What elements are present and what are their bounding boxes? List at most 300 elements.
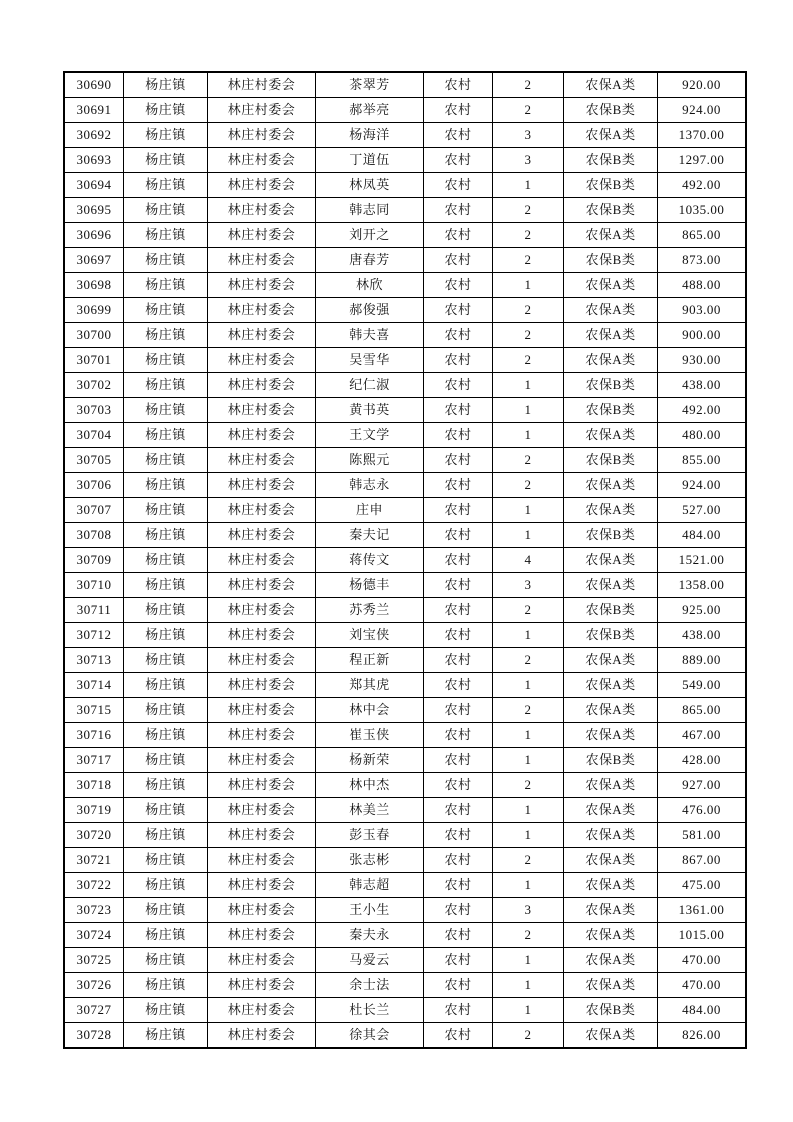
cell-person-name: 王文学: [316, 423, 424, 448]
cell-town: 杨庄镇: [124, 348, 208, 373]
cell-amount: 925.00: [658, 598, 747, 623]
cell-village-committee: 林庄村委会: [208, 848, 316, 873]
cell-village-committee: 林庄村委会: [208, 748, 316, 773]
cell-residence-type: 农村: [424, 973, 493, 998]
cell-person-name: 林中会: [316, 698, 424, 723]
cell-person-count: 2: [493, 323, 564, 348]
cell-record-id: 30691: [64, 98, 124, 123]
cell-town: 杨庄镇: [124, 973, 208, 998]
cell-amount: 492.00: [658, 173, 747, 198]
cell-person-name: 林中杰: [316, 773, 424, 798]
cell-record-id: 30716: [64, 723, 124, 748]
cell-amount: 484.00: [658, 523, 747, 548]
cell-person-count: 2: [493, 923, 564, 948]
cell-residence-type: 农村: [424, 598, 493, 623]
cell-person-name: 杜长兰: [316, 998, 424, 1023]
cell-amount: 581.00: [658, 823, 747, 848]
cell-amount: 1297.00: [658, 148, 747, 173]
table-row: [64, 648, 746, 673]
cell-insurance-category: 农保A类: [564, 873, 658, 898]
cell-insurance-category: 农保A类: [564, 1023, 658, 1049]
table-row: [64, 823, 746, 848]
cell-town: 杨庄镇: [124, 923, 208, 948]
cell-record-id: 30720: [64, 823, 124, 848]
cell-person-name: 茶翠芳: [316, 72, 424, 98]
table-row: [64, 923, 746, 948]
cell-record-id: 30711: [64, 598, 124, 623]
cell-amount: 927.00: [658, 773, 747, 798]
cell-town: 杨庄镇: [124, 673, 208, 698]
cell-insurance-category: 农保A类: [564, 273, 658, 298]
cell-amount: 889.00: [658, 648, 747, 673]
cell-record-id: 30726: [64, 973, 124, 998]
table-row: [64, 273, 746, 298]
cell-person-name: 余士法: [316, 973, 424, 998]
cell-record-id: 30690: [64, 72, 124, 98]
cell-amount: 1521.00: [658, 548, 747, 573]
cell-town: 杨庄镇: [124, 523, 208, 548]
cell-town: 杨庄镇: [124, 223, 208, 248]
cell-residence-type: 农村: [424, 773, 493, 798]
cell-residence-type: 农村: [424, 298, 493, 323]
cell-village-committee: 林庄村委会: [208, 298, 316, 323]
table-row: [64, 548, 746, 573]
cell-record-id: 30723: [64, 898, 124, 923]
cell-residence-type: 农村: [424, 673, 493, 698]
cell-village-committee: 林庄村委会: [208, 148, 316, 173]
cell-residence-type: 农村: [424, 748, 493, 773]
cell-insurance-category: 农保A类: [564, 898, 658, 923]
cell-person-count: 1: [493, 973, 564, 998]
cell-person-count: 3: [493, 123, 564, 148]
cell-village-committee: 林庄村委会: [208, 373, 316, 398]
table-row: [64, 948, 746, 973]
cell-residence-type: 农村: [424, 1023, 493, 1049]
cell-insurance-category: 农保A类: [564, 773, 658, 798]
cell-insurance-category: 农保A类: [564, 498, 658, 523]
cell-record-id: 30713: [64, 648, 124, 673]
table-row: [64, 198, 746, 223]
cell-insurance-category: 农保A类: [564, 673, 658, 698]
cell-amount: 488.00: [658, 273, 747, 298]
cell-person-name: 苏秀兰: [316, 598, 424, 623]
table-body: [64, 72, 746, 1048]
cell-town: 杨庄镇: [124, 72, 208, 98]
cell-person-count: 2: [493, 298, 564, 323]
cell-village-committee: 林庄村委会: [208, 648, 316, 673]
cell-person-count: 1: [493, 398, 564, 423]
cell-person-name: 崔玉侠: [316, 723, 424, 748]
cell-person-count: 1: [493, 823, 564, 848]
cell-insurance-category: 农保A类: [564, 72, 658, 98]
cell-town: 杨庄镇: [124, 473, 208, 498]
cell-village-committee: 林庄村委会: [208, 72, 316, 98]
cell-village-committee: 林庄村委会: [208, 98, 316, 123]
cell-residence-type: 农村: [424, 498, 493, 523]
cell-town: 杨庄镇: [124, 848, 208, 873]
cell-town: 杨庄镇: [124, 748, 208, 773]
cell-person-count: 2: [493, 848, 564, 873]
cell-insurance-category: 农保B类: [564, 373, 658, 398]
cell-insurance-category: 农保B类: [564, 398, 658, 423]
table-row: [64, 298, 746, 323]
cell-town: 杨庄镇: [124, 498, 208, 523]
cell-person-count: 1: [493, 748, 564, 773]
cell-village-committee: 林庄村委会: [208, 523, 316, 548]
cell-record-id: 30708: [64, 523, 124, 548]
cell-person-name: 杨德丰: [316, 573, 424, 598]
cell-record-id: 30693: [64, 148, 124, 173]
cell-insurance-category: 农保B类: [564, 748, 658, 773]
cell-person-name: 郝俊强: [316, 298, 424, 323]
cell-town: 杨庄镇: [124, 123, 208, 148]
cell-residence-type: 农村: [424, 223, 493, 248]
cell-person-name: 张志彬: [316, 848, 424, 873]
cell-person-count: 1: [493, 173, 564, 198]
cell-person-count: 1: [493, 623, 564, 648]
table-row: [64, 323, 746, 348]
cell-amount: 438.00: [658, 373, 747, 398]
cell-town: 杨庄镇: [124, 598, 208, 623]
cell-residence-type: 农村: [424, 948, 493, 973]
cell-amount: 900.00: [658, 323, 747, 348]
cell-residence-type: 农村: [424, 373, 493, 398]
cell-insurance-category: 农保A类: [564, 423, 658, 448]
cell-record-id: 30704: [64, 423, 124, 448]
cell-insurance-category: 农保A类: [564, 323, 658, 348]
cell-person-name: 吴雪华: [316, 348, 424, 373]
cell-insurance-category: 农保A类: [564, 123, 658, 148]
cell-amount: 873.00: [658, 248, 747, 273]
cell-person-name: 韩志同: [316, 198, 424, 223]
cell-person-count: 1: [493, 673, 564, 698]
table-row: [64, 473, 746, 498]
cell-residence-type: 农村: [424, 448, 493, 473]
cell-amount: 865.00: [658, 698, 747, 723]
cell-residence-type: 农村: [424, 548, 493, 573]
cell-person-name: 秦夫永: [316, 923, 424, 948]
cell-residence-type: 农村: [424, 423, 493, 448]
table-row: [64, 1023, 746, 1049]
cell-village-committee: 林庄村委会: [208, 423, 316, 448]
cell-village-committee: 林庄村委会: [208, 623, 316, 648]
cell-record-id: 30709: [64, 548, 124, 573]
cell-town: 杨庄镇: [124, 398, 208, 423]
cell-town: 杨庄镇: [124, 798, 208, 823]
cell-town: 杨庄镇: [124, 623, 208, 648]
cell-insurance-category: 农保A类: [564, 723, 658, 748]
cell-amount: 855.00: [658, 448, 747, 473]
cell-insurance-category: 农保A类: [564, 223, 658, 248]
table-row: [64, 798, 746, 823]
cell-insurance-category: 农保B类: [564, 198, 658, 223]
cell-village-committee: 林庄村委会: [208, 323, 316, 348]
cell-person-count: 3: [493, 573, 564, 598]
cell-person-count: 3: [493, 898, 564, 923]
cell-record-id: 30692: [64, 123, 124, 148]
cell-amount: 480.00: [658, 423, 747, 448]
cell-insurance-category: 农保A类: [564, 848, 658, 873]
cell-amount: 924.00: [658, 98, 747, 123]
cell-person-name: 纪仁淑: [316, 373, 424, 398]
table-row: [64, 598, 746, 623]
cell-village-committee: 林庄村委会: [208, 998, 316, 1023]
cell-village-committee: 林庄村委会: [208, 1023, 316, 1049]
cell-person-name: 韩志超: [316, 873, 424, 898]
cell-town: 杨庄镇: [124, 573, 208, 598]
cell-insurance-category: 农保B类: [564, 98, 658, 123]
cell-record-id: 30698: [64, 273, 124, 298]
cell-record-id: 30705: [64, 448, 124, 473]
cell-town: 杨庄镇: [124, 898, 208, 923]
table-row: [64, 748, 746, 773]
table-row: [64, 248, 746, 273]
table-row: [64, 498, 746, 523]
cell-person-count: 1: [493, 948, 564, 973]
cell-insurance-category: 农保B类: [564, 173, 658, 198]
cell-residence-type: 农村: [424, 698, 493, 723]
cell-record-id: 30703: [64, 398, 124, 423]
cell-person-count: 2: [493, 198, 564, 223]
cell-residence-type: 农村: [424, 473, 493, 498]
cell-record-id: 30707: [64, 498, 124, 523]
cell-person-name: 庄申: [316, 498, 424, 523]
table-row: [64, 398, 746, 423]
cell-amount: 924.00: [658, 473, 747, 498]
cell-person-name: 蒋传文: [316, 548, 424, 573]
cell-insurance-category: 农保B类: [564, 523, 658, 548]
table-row: [64, 523, 746, 548]
cell-record-id: 30724: [64, 923, 124, 948]
table-row: [64, 348, 746, 373]
cell-town: 杨庄镇: [124, 773, 208, 798]
table-row: [64, 898, 746, 923]
cell-insurance-category: 农保A类: [564, 648, 658, 673]
cell-residence-type: 农村: [424, 898, 493, 923]
cell-record-id: 30718: [64, 773, 124, 798]
cell-record-id: 30694: [64, 173, 124, 198]
cell-person-count: 1: [493, 273, 564, 298]
cell-record-id: 30706: [64, 473, 124, 498]
cell-town: 杨庄镇: [124, 723, 208, 748]
cell-village-committee: 林庄村委会: [208, 923, 316, 948]
cell-village-committee: 林庄村委会: [208, 973, 316, 998]
cell-record-id: 30717: [64, 748, 124, 773]
cell-record-id: 30715: [64, 698, 124, 723]
cell-amount: 903.00: [658, 298, 747, 323]
cell-person-name: 秦夫记: [316, 523, 424, 548]
cell-record-id: 30728: [64, 1023, 124, 1049]
cell-town: 杨庄镇: [124, 373, 208, 398]
cell-person-count: 1: [493, 873, 564, 898]
cell-insurance-category: 农保B类: [564, 623, 658, 648]
cell-village-committee: 林庄村委会: [208, 898, 316, 923]
cell-residence-type: 农村: [424, 798, 493, 823]
table-row: [64, 373, 746, 398]
cell-town: 杨庄镇: [124, 248, 208, 273]
cell-person-count: 2: [493, 1023, 564, 1049]
cell-record-id: 30710: [64, 573, 124, 598]
cell-village-committee: 林庄村委会: [208, 948, 316, 973]
cell-town: 杨庄镇: [124, 423, 208, 448]
cell-residence-type: 农村: [424, 923, 493, 948]
cell-record-id: 30712: [64, 623, 124, 648]
cell-village-committee: 林庄村委会: [208, 823, 316, 848]
cell-record-id: 30722: [64, 873, 124, 898]
cell-town: 杨庄镇: [124, 148, 208, 173]
benefits-table: [63, 71, 747, 1049]
cell-town: 杨庄镇: [124, 948, 208, 973]
cell-residence-type: 农村: [424, 348, 493, 373]
cell-person-name: 林凤英: [316, 173, 424, 198]
cell-amount: 475.00: [658, 873, 747, 898]
cell-insurance-category: 农保A类: [564, 798, 658, 823]
cell-residence-type: 农村: [424, 723, 493, 748]
table-row: [64, 723, 746, 748]
cell-amount: 1015.00: [658, 923, 747, 948]
cell-village-committee: 林庄村委会: [208, 398, 316, 423]
cell-insurance-category: 农保A类: [564, 473, 658, 498]
cell-person-name: 郝举亮: [316, 98, 424, 123]
cell-village-committee: 林庄村委会: [208, 248, 316, 273]
cell-record-id: 30727: [64, 998, 124, 1023]
cell-person-count: 1: [493, 723, 564, 748]
cell-village-committee: 林庄村委会: [208, 573, 316, 598]
cell-residence-type: 农村: [424, 98, 493, 123]
cell-amount: 470.00: [658, 948, 747, 973]
cell-town: 杨庄镇: [124, 98, 208, 123]
cell-insurance-category: 农保A类: [564, 923, 658, 948]
cell-amount: 549.00: [658, 673, 747, 698]
cell-residence-type: 农村: [424, 398, 493, 423]
table-row: [64, 998, 746, 1023]
cell-person-name: 杨海洋: [316, 123, 424, 148]
cell-person-count: 2: [493, 598, 564, 623]
cell-village-committee: 林庄村委会: [208, 598, 316, 623]
cell-insurance-category: 农保A类: [564, 698, 658, 723]
table-row: [64, 848, 746, 873]
cell-person-name: 韩夫喜: [316, 323, 424, 348]
cell-person-name: 刘开之: [316, 223, 424, 248]
table-row: [64, 773, 746, 798]
cell-record-id: 30725: [64, 948, 124, 973]
cell-insurance-category: 农保A类: [564, 973, 658, 998]
cell-amount: 484.00: [658, 998, 747, 1023]
cell-person-count: 1: [493, 523, 564, 548]
cell-insurance-category: 农保A类: [564, 348, 658, 373]
cell-village-committee: 林庄村委会: [208, 548, 316, 573]
cell-person-count: 2: [493, 248, 564, 273]
cell-amount: 470.00: [658, 973, 747, 998]
cell-town: 杨庄镇: [124, 823, 208, 848]
cell-person-count: 2: [493, 98, 564, 123]
cell-village-committee: 林庄村委会: [208, 873, 316, 898]
cell-person-count: 3: [493, 148, 564, 173]
table-row: [64, 673, 746, 698]
cell-person-name: 黄书英: [316, 398, 424, 423]
cell-residence-type: 农村: [424, 623, 493, 648]
cell-village-committee: 林庄村委会: [208, 773, 316, 798]
cell-village-committee: 林庄村委会: [208, 798, 316, 823]
cell-insurance-category: 农保A类: [564, 948, 658, 973]
table-row: [64, 973, 746, 998]
cell-person-name: 林欣: [316, 273, 424, 298]
cell-person-count: 1: [493, 423, 564, 448]
cell-person-count: 2: [493, 773, 564, 798]
cell-insurance-category: 农保B类: [564, 998, 658, 1023]
cell-person-count: 1: [493, 798, 564, 823]
cell-amount: 867.00: [658, 848, 747, 873]
cell-insurance-category: 农保A类: [564, 548, 658, 573]
cell-person-name: 郑其虎: [316, 673, 424, 698]
cell-village-committee: 林庄村委会: [208, 173, 316, 198]
cell-residence-type: 农村: [424, 148, 493, 173]
cell-amount: 1035.00: [658, 198, 747, 223]
cell-record-id: 30721: [64, 848, 124, 873]
cell-amount: 476.00: [658, 798, 747, 823]
cell-person-count: 2: [493, 698, 564, 723]
cell-person-count: 1: [493, 998, 564, 1023]
cell-person-name: 徐其会: [316, 1023, 424, 1049]
cell-residence-type: 农村: [424, 648, 493, 673]
cell-village-committee: 林庄村委会: [208, 498, 316, 523]
cell-village-committee: 林庄村委会: [208, 473, 316, 498]
cell-amount: 428.00: [658, 748, 747, 773]
cell-insurance-category: 农保B类: [564, 248, 658, 273]
cell-village-committee: 林庄村委会: [208, 448, 316, 473]
table-row: [64, 873, 746, 898]
cell-insurance-category: 农保B类: [564, 598, 658, 623]
cell-residence-type: 农村: [424, 998, 493, 1023]
cell-residence-type: 农村: [424, 123, 493, 148]
cell-insurance-category: 农保A类: [564, 573, 658, 598]
cell-insurance-category: 农保B类: [564, 448, 658, 473]
cell-amount: 527.00: [658, 498, 747, 523]
cell-insurance-category: 农保B类: [564, 148, 658, 173]
table-row: [64, 698, 746, 723]
cell-person-name: 韩志永: [316, 473, 424, 498]
cell-insurance-category: 农保A类: [564, 823, 658, 848]
cell-amount: 492.00: [658, 398, 747, 423]
cell-record-id: 30700: [64, 323, 124, 348]
cell-residence-type: 农村: [424, 823, 493, 848]
cell-village-committee: 林庄村委会: [208, 698, 316, 723]
table-row: [64, 448, 746, 473]
cell-insurance-category: 农保A类: [564, 298, 658, 323]
cell-person-count: 2: [493, 473, 564, 498]
table-row: [64, 623, 746, 648]
cell-residence-type: 农村: [424, 573, 493, 598]
cell-town: 杨庄镇: [124, 698, 208, 723]
cell-amount: 1358.00: [658, 573, 747, 598]
cell-amount: 1370.00: [658, 123, 747, 148]
cell-village-committee: 林庄村委会: [208, 348, 316, 373]
table-row: [64, 423, 746, 448]
cell-town: 杨庄镇: [124, 448, 208, 473]
cell-residence-type: 农村: [424, 72, 493, 98]
table-row: [64, 173, 746, 198]
table-row: [64, 148, 746, 173]
cell-amount: 920.00: [658, 72, 747, 98]
table-row: [64, 123, 746, 148]
cell-amount: 1361.00: [658, 898, 747, 923]
table-row: [64, 72, 746, 98]
cell-amount: 826.00: [658, 1023, 747, 1049]
cell-town: 杨庄镇: [124, 323, 208, 348]
cell-village-committee: 林庄村委会: [208, 123, 316, 148]
cell-person-count: 4: [493, 548, 564, 573]
cell-record-id: 30695: [64, 198, 124, 223]
